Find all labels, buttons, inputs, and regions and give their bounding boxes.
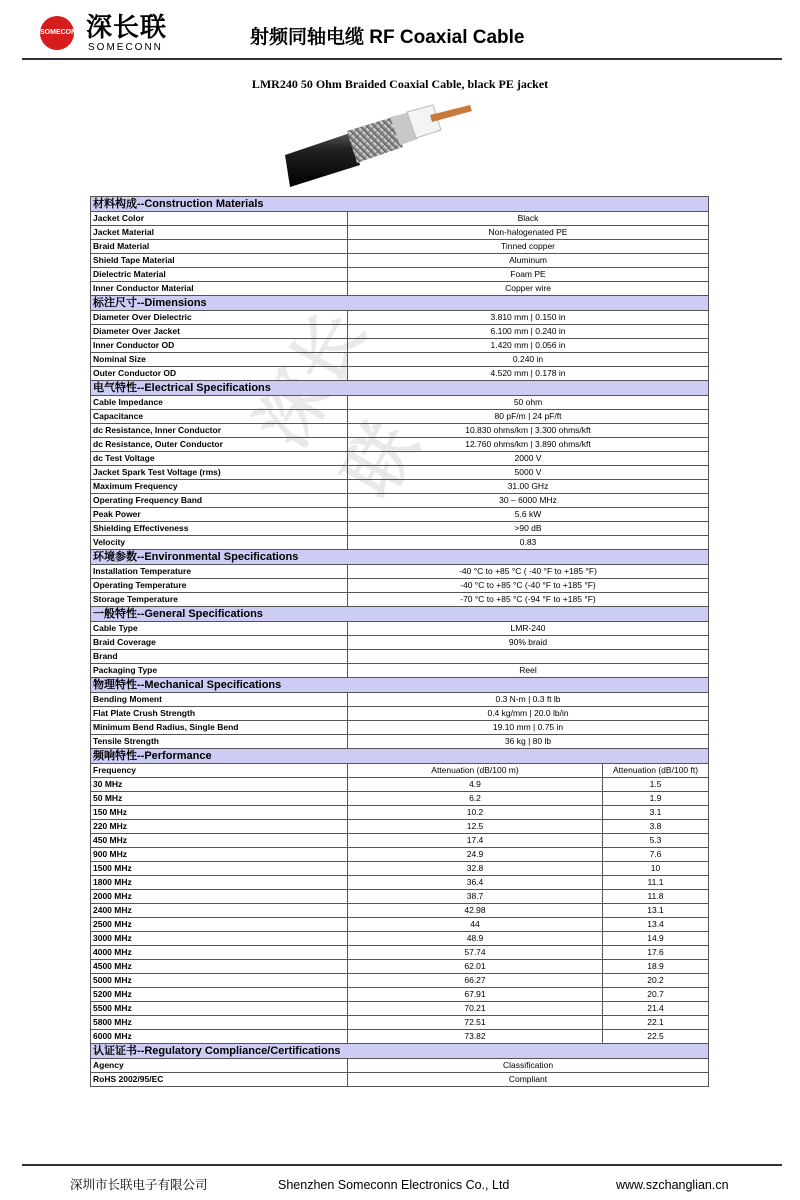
spec-label: Bending Moment xyxy=(91,693,348,707)
spec-row xyxy=(91,636,709,650)
attenuation-m-cell: 24.9 xyxy=(348,848,603,862)
spec-row xyxy=(91,565,709,579)
section-header-regulatory xyxy=(91,1044,709,1059)
cable-conductor xyxy=(430,105,472,122)
performance-row xyxy=(91,834,709,848)
section-header xyxy=(91,550,709,565)
section-title: 物理特性--Mechanical Specifications xyxy=(91,678,709,693)
attenuation-ft-cell: 11.1 xyxy=(603,876,709,890)
footer-company-cn: 深圳市长联电子有限公司 xyxy=(70,1178,208,1192)
performance-row xyxy=(91,974,709,988)
footer-company-en: Shenzhen Someconn Electronics Co., Ltd xyxy=(278,1178,510,1192)
attenuation-m-cell: 36.4 xyxy=(348,876,603,890)
spec-value: 10.830 ohms/km | 3.300 ohms/kft xyxy=(348,424,709,438)
performance-row xyxy=(91,890,709,904)
spec-row xyxy=(91,438,709,452)
cable-jacket xyxy=(285,133,360,187)
attenuation-ft-cell: 13.1 xyxy=(603,904,709,918)
spec-row xyxy=(91,593,709,607)
attenuation-ft-cell: 10 xyxy=(603,862,709,876)
performance-row xyxy=(91,1002,709,1016)
spec-label: Maximum Frequency xyxy=(91,480,348,494)
frequency-cell: 2000 MHz xyxy=(91,890,348,904)
spec-value: LMR-240 xyxy=(348,622,709,636)
spec-value: -40 °C to +85 °C (-40 °F to +185 °F) xyxy=(348,579,709,593)
spec-row xyxy=(91,212,709,226)
attenuation-m-cell: 6.2 xyxy=(348,792,603,806)
frequency-cell: 5500 MHz xyxy=(91,1002,348,1016)
logo-emblem: SOMECONN xyxy=(40,16,74,50)
attenuation-m-cell: 66.27 xyxy=(348,974,603,988)
frequency-cell: 5000 MHz xyxy=(91,974,348,988)
spec-label: Tensile Strength xyxy=(91,735,348,749)
attenuation-m-cell: 70.21 xyxy=(348,1002,603,1016)
frequency-cell: 220 MHz xyxy=(91,820,348,834)
section-title: 认证证书--Regulatory Compliance/Certifications xyxy=(91,1044,709,1059)
spec-label: Velocity xyxy=(91,536,348,550)
spec-row xyxy=(91,353,709,367)
spec-row xyxy=(91,480,709,494)
page-header xyxy=(0,0,800,60)
section-header xyxy=(91,607,709,622)
attenuation-ft-cell: 1.9 xyxy=(603,792,709,806)
performance-row xyxy=(91,862,709,876)
attenuation-ft-cell: 21.4 xyxy=(603,1002,709,1016)
spec-row xyxy=(91,494,709,508)
section-title: 一般特性--General Specifications xyxy=(91,607,709,622)
spec-value: Black xyxy=(348,212,709,226)
spec-label: Minimum Bend Radius, Single Bend xyxy=(91,721,348,735)
section-title: 频响特性--Performance xyxy=(91,749,709,764)
section-title: 标注尺寸--Dimensions xyxy=(91,296,709,311)
attenuation-ft-cell: 1.5 xyxy=(603,778,709,792)
attenuation-m-cell: 12.5 xyxy=(348,820,603,834)
performance-header-row xyxy=(91,764,709,778)
column-header-db-per-ft: Attenuation (dB/100 ft) xyxy=(603,764,709,778)
spec-label: Operating Temperature xyxy=(91,579,348,593)
attenuation-m-cell: 10.2 xyxy=(348,806,603,820)
performance-row xyxy=(91,806,709,820)
spec-label: Nominal Size xyxy=(91,353,348,367)
spec-value: -70 °C to +85 °C (-94 °F to +185 °F) xyxy=(348,593,709,607)
spec-row xyxy=(91,424,709,438)
frequency-cell: 30 MHz xyxy=(91,778,348,792)
section-title: 材料构成--Construction Materials xyxy=(91,197,709,212)
attenuation-m-cell: 72.51 xyxy=(348,1016,603,1030)
spec-label: Cable Type xyxy=(91,622,348,636)
spec-row xyxy=(91,240,709,254)
attenuation-m-cell: 38.7 xyxy=(348,890,603,904)
spec-value: Reel xyxy=(348,664,709,678)
spec-value: 5.6 kW xyxy=(348,508,709,522)
spec-row xyxy=(91,268,709,282)
spec-value: 4.520 mm | 0.178 in xyxy=(348,367,709,381)
attenuation-m-cell: 62.01 xyxy=(348,960,603,974)
spec-row xyxy=(91,282,709,296)
section-title: 电气特性--Electrical Specifications xyxy=(91,381,709,396)
section-header xyxy=(91,678,709,693)
performance-row xyxy=(91,988,709,1002)
spec-row xyxy=(91,367,709,381)
spec-label: Operating Frequency Band xyxy=(91,494,348,508)
spec-label: dc Test Voltage xyxy=(91,452,348,466)
performance-row xyxy=(91,1016,709,1030)
spec-label: Packaging Type xyxy=(91,664,348,678)
spec-label: Jacket Spark Test Voltage (rms) xyxy=(91,466,348,480)
spec-value: Non-halogenated PE xyxy=(348,226,709,240)
header-divider xyxy=(22,58,782,60)
attenuation-ft-cell: 11.8 xyxy=(603,890,709,904)
spec-value: 3.810 mm | 0.150 in xyxy=(348,311,709,325)
spec-value: 0.240 in xyxy=(348,353,709,367)
spec-row xyxy=(91,522,709,536)
spec-row xyxy=(91,226,709,240)
spec-row xyxy=(91,1073,709,1087)
spec-row xyxy=(91,650,709,664)
attenuation-ft-cell: 14.9 xyxy=(603,932,709,946)
spec-value: Copper wire xyxy=(348,282,709,296)
frequency-cell: 3000 MHz xyxy=(91,932,348,946)
attenuation-m-cell: 4.9 xyxy=(348,778,603,792)
section-header xyxy=(91,197,709,212)
spec-row xyxy=(91,693,709,707)
attenuation-ft-cell: 20.2 xyxy=(603,974,709,988)
spec-value: Aluminum xyxy=(348,254,709,268)
performance-row xyxy=(91,876,709,890)
frequency-cell: 2400 MHz xyxy=(91,904,348,918)
spec-row xyxy=(91,466,709,480)
frequency-cell: 150 MHz xyxy=(91,806,348,820)
attenuation-ft-cell: 20.7 xyxy=(603,988,709,1002)
spec-row xyxy=(91,579,709,593)
spec-value: 12.760 ohms/km | 3.890 ohms/kft xyxy=(348,438,709,452)
spec-value: Tinned copper xyxy=(348,240,709,254)
spec-label: Shielding Effectiveness xyxy=(91,522,348,536)
spec-label: Peak Power xyxy=(91,508,348,522)
spec-row xyxy=(91,622,709,636)
attenuation-ft-cell: 17.6 xyxy=(603,946,709,960)
attenuation-ft-cell: 22.5 xyxy=(603,1030,709,1044)
footer-website: www.szchanglian.cn xyxy=(616,1178,729,1192)
spec-label: Inner Conductor OD xyxy=(91,339,348,353)
spec-label: Capacitance xyxy=(91,410,348,424)
spec-label: Diameter Over Jacket xyxy=(91,325,348,339)
frequency-cell: 2500 MHz xyxy=(91,918,348,932)
spec-value: 2000 V xyxy=(348,452,709,466)
spec-label: Flat Plate Crush Strength xyxy=(91,707,348,721)
spec-table-body xyxy=(91,197,709,1087)
company-logo xyxy=(40,12,175,54)
attenuation-ft-cell: 22.1 xyxy=(603,1016,709,1030)
performance-row xyxy=(91,778,709,792)
attenuation-m-cell: 48.9 xyxy=(348,932,603,946)
spec-row xyxy=(91,339,709,353)
performance-row xyxy=(91,848,709,862)
spec-value: 31.00 GHz xyxy=(348,480,709,494)
attenuation-ft-cell: 18.9 xyxy=(603,960,709,974)
spec-value: 5000 V xyxy=(348,466,709,480)
spec-value: 30 – 6000 MHz xyxy=(348,494,709,508)
spec-label: Diameter Over Dielectric xyxy=(91,311,348,325)
spec-label: Dielectric Material xyxy=(91,268,348,282)
attenuation-m-cell: 44 xyxy=(348,918,603,932)
header-title: 射频同轴电缆 RF Coaxial Cable xyxy=(250,27,525,48)
section-header xyxy=(91,296,709,311)
spec-row xyxy=(91,410,709,424)
attenuation-m-cell: 67.91 xyxy=(348,988,603,1002)
frequency-cell: 5800 MHz xyxy=(91,1016,348,1030)
spec-row xyxy=(91,452,709,466)
spec-value: 6.100 mm | 0.240 in xyxy=(348,325,709,339)
spec-row xyxy=(91,536,709,550)
frequency-cell: 900 MHz xyxy=(91,848,348,862)
spec-value: Compliant xyxy=(348,1073,709,1087)
spec-table xyxy=(90,196,709,1087)
spec-row xyxy=(91,311,709,325)
logo-english-name: SOMECONN xyxy=(88,42,163,53)
spec-row xyxy=(91,707,709,721)
spec-label: Braid Material xyxy=(91,240,348,254)
attenuation-m-cell: 42.98 xyxy=(348,904,603,918)
column-header-db-per-m: Attenuation (dB/100 m) xyxy=(348,764,603,778)
frequency-cell: 1500 MHz xyxy=(91,862,348,876)
spec-value: 50 ohm xyxy=(348,396,709,410)
spec-label: RoHS 2002/95/EC xyxy=(91,1073,348,1087)
spec-label: Inner Conductor Material xyxy=(91,282,348,296)
spec-value: 90% braid xyxy=(348,636,709,650)
spec-label: dc Resistance, Outer Conductor xyxy=(91,438,348,452)
section-header-performance xyxy=(91,749,709,764)
column-header-frequency: Frequency xyxy=(91,764,348,778)
footer-divider xyxy=(22,1164,782,1166)
spec-label: dc Resistance, Inner Conductor xyxy=(91,424,348,438)
spec-label: Braid Coverage xyxy=(91,636,348,650)
spec-label: Agency xyxy=(91,1059,348,1073)
frequency-cell: 1800 MHz xyxy=(91,876,348,890)
attenuation-m-cell: 73.82 xyxy=(348,1030,603,1044)
frequency-cell: 5200 MHz xyxy=(91,988,348,1002)
spec-label: Jacket Material xyxy=(91,226,348,240)
attenuation-ft-cell: 7.6 xyxy=(603,848,709,862)
spec-label: Cable Impedance xyxy=(91,396,348,410)
attenuation-m-cell: 32.8 xyxy=(348,862,603,876)
spec-value: 0.4 kg/mm | 20.0 lb/in xyxy=(348,707,709,721)
spec-value: 80 pF/m | 24 pF/ft xyxy=(348,410,709,424)
spec-label: Installation Temperature xyxy=(91,565,348,579)
spec-row xyxy=(91,508,709,522)
frequency-cell: 4500 MHz xyxy=(91,960,348,974)
attenuation-ft-cell: 3.1 xyxy=(603,806,709,820)
logo-chinese-name: 深长联 xyxy=(86,12,168,42)
attenuation-m-cell: 57.74 xyxy=(348,946,603,960)
spec-value: Foam PE xyxy=(348,268,709,282)
attenuation-ft-cell: 3.8 xyxy=(603,820,709,834)
spec-row xyxy=(91,254,709,268)
frequency-cell: 50 MHz xyxy=(91,792,348,806)
performance-row xyxy=(91,918,709,932)
performance-row xyxy=(91,960,709,974)
performance-row xyxy=(91,820,709,834)
performance-row xyxy=(91,946,709,960)
spec-value: 1.420 mm | 0.056 in xyxy=(348,339,709,353)
frequency-cell: 450 MHz xyxy=(91,834,348,848)
spec-label: Brand xyxy=(91,650,348,664)
spec-row xyxy=(91,664,709,678)
frequency-cell: 4000 MHz xyxy=(91,946,348,960)
performance-row xyxy=(91,904,709,918)
performance-row xyxy=(91,792,709,806)
attenuation-ft-cell: 5.3 xyxy=(603,834,709,848)
spec-label: Shield Tape Material xyxy=(91,254,348,268)
spec-value: 0.3 N-m | 0.3 ft lb xyxy=(348,693,709,707)
spec-value xyxy=(348,650,709,664)
spec-value: -40 °C to +85 °C ( -40 °F to +185 °F) xyxy=(348,565,709,579)
frequency-cell: 6000 MHz xyxy=(91,1030,348,1044)
performance-row xyxy=(91,932,709,946)
spec-row xyxy=(91,396,709,410)
spec-label: Jacket Color xyxy=(91,212,348,226)
spec-label: Storage Temperature xyxy=(91,593,348,607)
spec-value: 19.10 mm | 0.75 in xyxy=(348,721,709,735)
spec-value: >90 dB xyxy=(348,522,709,536)
spec-label: Outer Conductor OD xyxy=(91,367,348,381)
spec-value: Classification xyxy=(348,1059,709,1073)
spec-row xyxy=(91,1059,709,1073)
attenuation-ft-cell: 13.4 xyxy=(603,918,709,932)
product-title: LMR240 50 Ohm Braided Coaxial Cable, black PE jacket xyxy=(251,77,549,91)
attenuation-m-cell: 17.4 xyxy=(348,834,603,848)
spec-row xyxy=(91,325,709,339)
spec-row xyxy=(91,721,709,735)
cable-image xyxy=(285,95,475,190)
section-title: 环境参数--Environmental Specifications xyxy=(91,550,709,565)
spec-value: 36 kg | 80 lb xyxy=(348,735,709,749)
spec-value: 0.83 xyxy=(348,536,709,550)
section-header xyxy=(91,381,709,396)
watermark: 深长联 xyxy=(242,298,433,510)
performance-row xyxy=(91,1030,709,1044)
spec-row xyxy=(91,735,709,749)
